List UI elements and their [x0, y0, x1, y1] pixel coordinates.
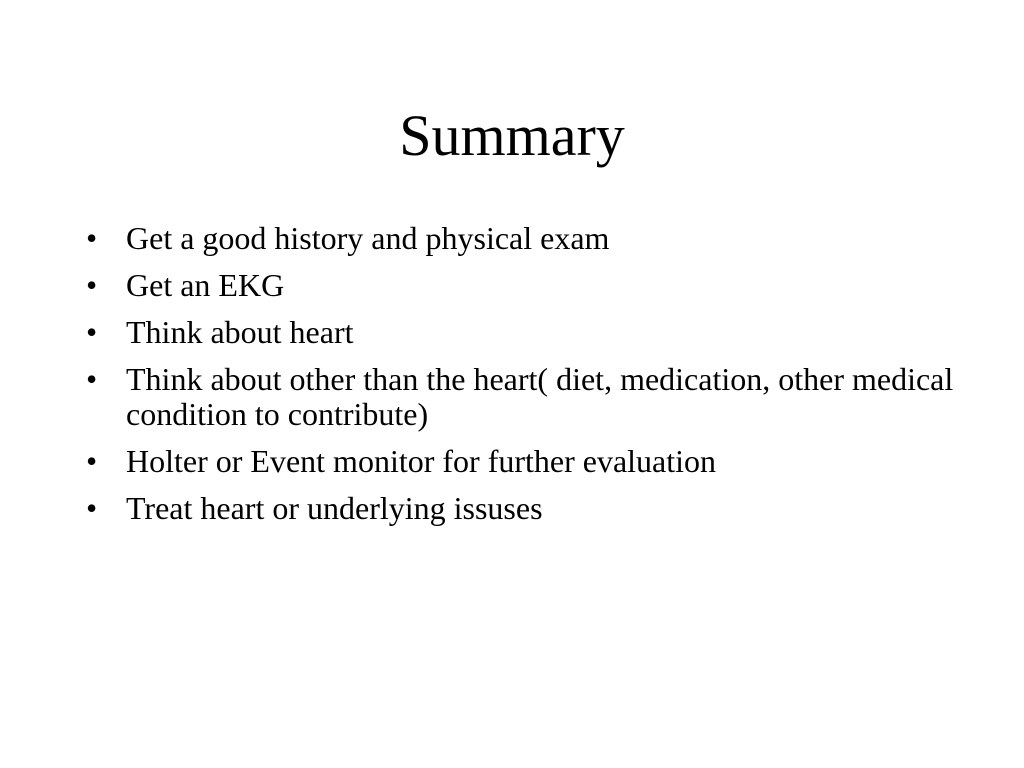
bullet-icon: • [86, 443, 98, 479]
bullet-icon: • [86, 314, 98, 350]
bullet-text: Holter or Event monitor for further evaluation [126, 443, 717, 479]
bullet-icon: • [86, 220, 98, 256]
bullet-item [86, 268, 966, 303]
bullet-icon: • [86, 361, 98, 397]
bullet-item [86, 315, 966, 350]
bullet-item [86, 444, 966, 479]
bullet-text: Think about other than the heart( diet, medication, other medical condition to contribute) [126, 361, 954, 432]
bullet-item [86, 491, 966, 526]
bullet-text: Treat heart or underlying issuses [126, 490, 543, 526]
bullet-item [86, 362, 966, 432]
bullet-text: Think about heart [126, 314, 354, 350]
bullet-text: Get a good history and physical exam [126, 220, 610, 256]
bullet-item [86, 221, 966, 256]
bullet-list [86, 221, 966, 538]
slide-title: Summary [399, 103, 625, 168]
bullet-icon: • [86, 490, 98, 526]
bullet-icon: • [86, 267, 98, 303]
bullet-text: Get an EKG [126, 267, 285, 303]
